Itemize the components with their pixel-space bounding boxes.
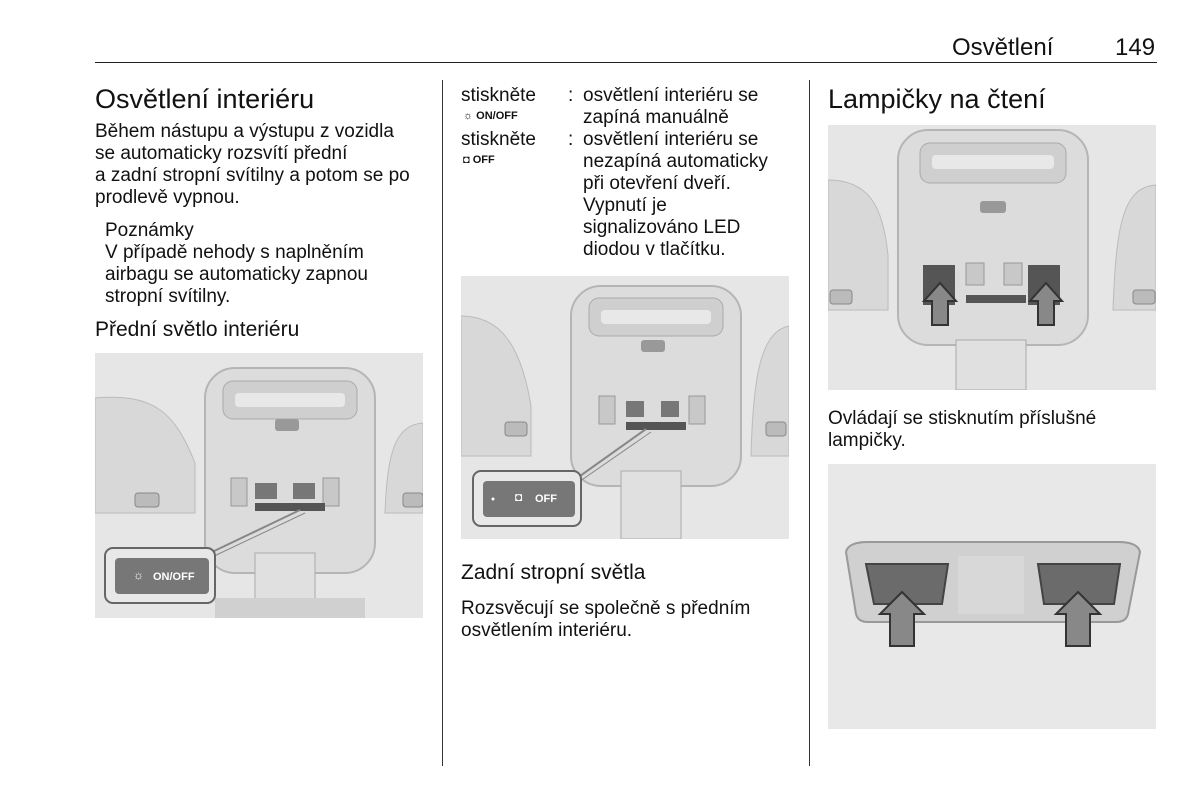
section-heading-interior-lighting: Osvětlení interiéru (95, 84, 315, 114)
subheading-front-light: Přední světlo interiéru (95, 318, 300, 341)
door-off-symbol-icon: ◘ OFF (463, 154, 495, 166)
front-light-figure (95, 353, 423, 618)
colon-1: : (568, 85, 574, 106)
door-glyph-icon: ◘ (515, 490, 523, 504)
reading-lamps-figure (828, 125, 1156, 390)
column-divider-left (442, 80, 443, 766)
on-off-symbol-icon: ☼ ON/OFF (463, 110, 518, 122)
reading-lamps-paragraph: Ovládají se stisknutím příslušné lampičky. (828, 408, 1097, 451)
on-off-button-label: ON/OFF (153, 571, 195, 583)
colon-2: : (568, 129, 574, 150)
page-number: 149 (1115, 34, 1156, 61)
off-button-figure (461, 276, 789, 539)
column-divider-right (809, 80, 810, 766)
light-glyph-icon: ☼ (133, 568, 144, 582)
definition-1: osvětlení interiéru se zapíná manuálně (583, 85, 759, 128)
intro-paragraph: Během nástupu a výstupu z vozidla se automaticky rozsvítí přední a zadní stropní svítilny a potom se po prodlevě vypnou. (95, 121, 410, 208)
off-button-label: OFF (535, 493, 557, 505)
note-title: Poznámky (105, 220, 194, 241)
definition-2: osvětlení interiéru se nezapíná automaticky při otevření dveří. Vypnutí je signalizováno LED diodou v tlačítku. (583, 129, 768, 260)
reading-lamps-closeup-figure (828, 464, 1156, 729)
header-rule (95, 62, 1157, 63)
term-row-2: stiskněte (461, 129, 536, 150)
subheading-rear-lights: Zadní stropní světla (461, 561, 646, 584)
rear-lights-paragraph: Rozsvěcují se společně s předním osvětlením interiéru. (461, 598, 751, 641)
running-header-title: Osvětlení (952, 34, 1054, 61)
section-heading-reading-lamps: Lampičky na čtení (828, 84, 1046, 114)
note-paragraph: V případě nehody s naplněním airbagu se automaticky zapnou stropní svítilny. (105, 242, 368, 307)
term-row-1: stiskněte (461, 85, 536, 106)
